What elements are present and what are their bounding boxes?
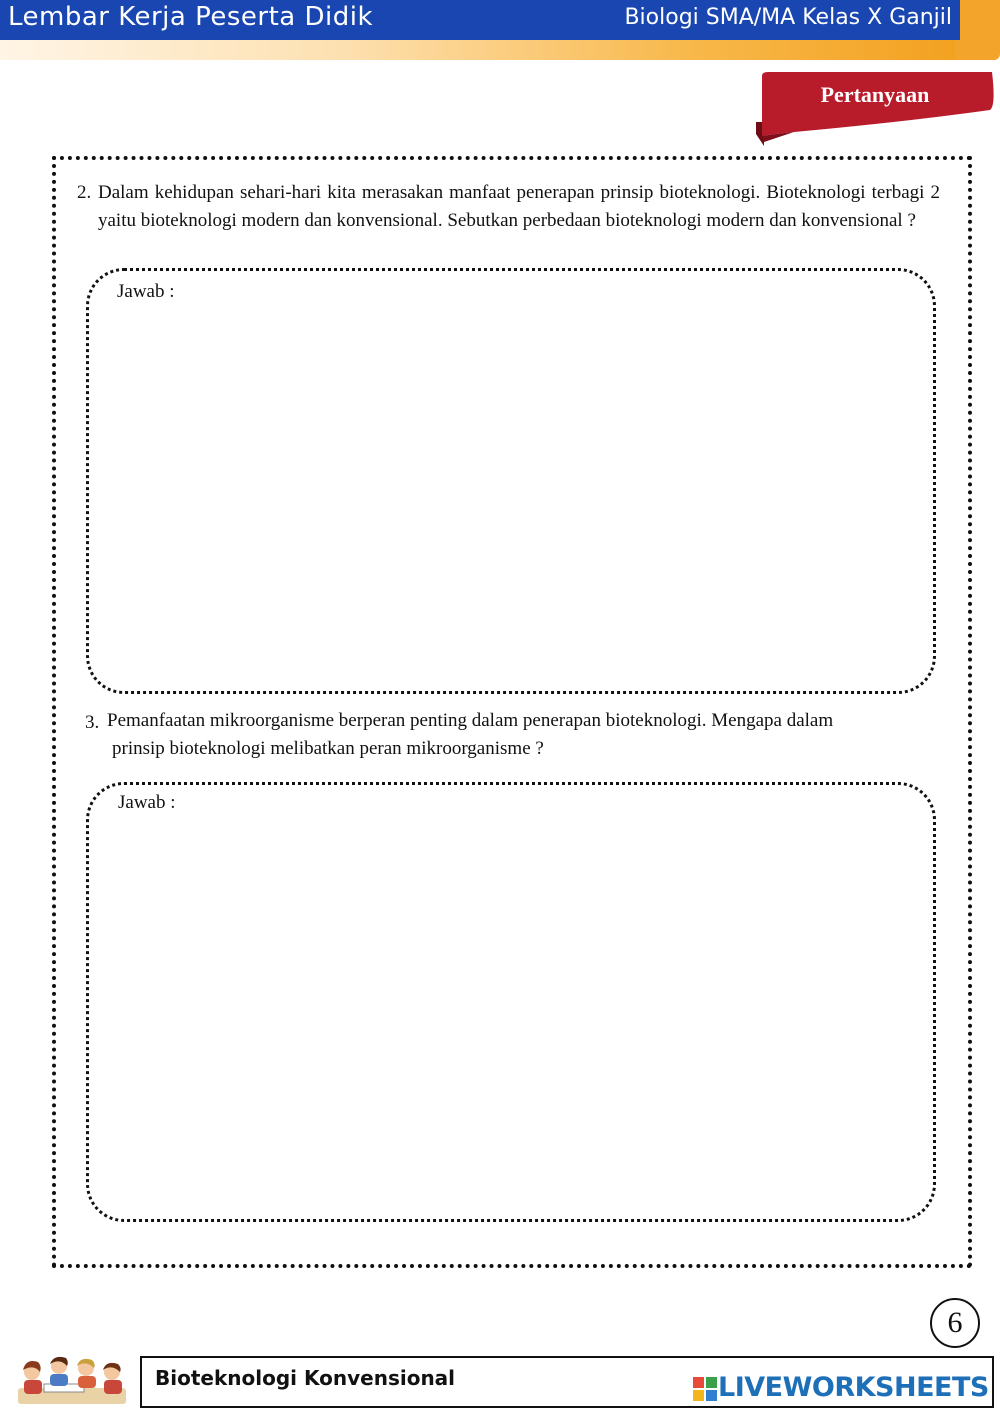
question-3-line-1: Pemanfaatan mikroorganisme berperan penting dalam penerapan bioteknologi. Mengapa dalam xyxy=(107,710,834,731)
answer-label-2: Jawab : xyxy=(117,281,175,302)
worksheet-title: Lembar Kerja Peserta Didik xyxy=(8,2,374,32)
question-3-text xyxy=(107,707,937,763)
footer-title: Bioteknologi Konvensional xyxy=(155,1366,456,1390)
question-2-number: 2. xyxy=(77,182,92,203)
answer-label-3: Jawab : xyxy=(118,792,176,813)
question-3-line-2: prinsip bioteknologi melibatkan peran mikroorganisme ? xyxy=(112,738,544,759)
subject-title: Biologi SMA/MA Kelas X Ganjil xyxy=(624,5,952,30)
students-reading-illustration xyxy=(14,1348,130,1410)
header-accent-corner xyxy=(955,0,1000,60)
question-2-text: Dalam kehidupan sehari-hari kita merasakan manfaat penerapan prinsip bioteknologi. Bioteknologi terbagi 2 yaitu bioteknologi modern dan konvensional. Sebutkan perbedaan bioteknologi modern dan konvensional ? xyxy=(98,182,940,231)
liveworksheets-brand: LIVEWORKSHEETS xyxy=(718,1372,989,1403)
liveworksheets-logo-icon xyxy=(693,1377,717,1401)
ribbon-label: Pertanyaan xyxy=(820,82,930,107)
question-3-number: 3. xyxy=(85,712,100,733)
answer-box-3[interactable] xyxy=(86,782,936,1222)
page-number: 6 xyxy=(930,1298,980,1348)
answer-box-2[interactable] xyxy=(86,268,936,694)
header-accent-strip xyxy=(0,40,985,60)
